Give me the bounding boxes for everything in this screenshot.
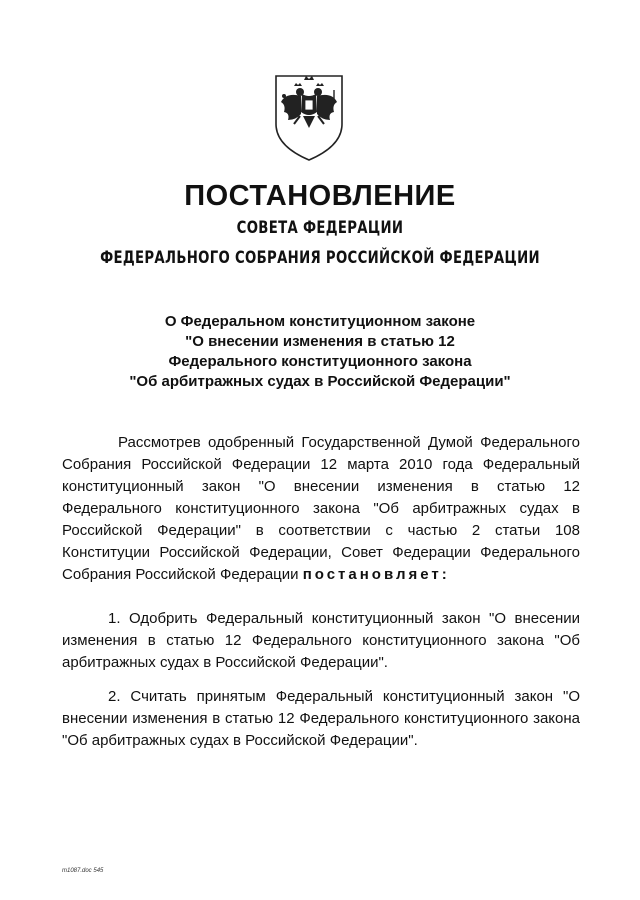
document-file-code: m1087.doc 545 [62, 868, 104, 874]
subject-line-4: "Об арбитражных судах в Российской Федерации" [129, 373, 511, 390]
subject-line-2: "О внесении изменения в статью 12 [185, 333, 455, 350]
subject-line-3: Федерального конституционного закона [168, 353, 472, 370]
preamble-text: Рассмотрев одобренный Государственной Думой Федерального Собрания Российской Федерации 12 марта 2010 года Федеральный конституционный закон "О внесении изменения в статью 12 Федерального конституционного закона "Об арбитражных судах в Российской Федерации" в соответствии с частью 2 статьи 108 Конституции Российской Федерации, Совет Федерации Федерального Собрания Российской Федерации [62, 434, 580, 583]
document-title: ПОСТАНОВЛЕНИЕ [184, 180, 456, 212]
issuing-body-line-2: ФЕДЕРАЛЬНОГО СОБРАНИЯ РОССИЙСКОЙ ФЕДЕРАЦИИ [100, 248, 540, 268]
preamble-paragraph [62, 432, 580, 586]
resolve-word: постановляет: [302, 566, 450, 583]
resolution-point-1: 1. Одобрить Федеральный конституционный закон "О внесении изменения в статью 12 Федерального конституционного закона "Об арбитражных судах в Российской Федерации". [62, 610, 580, 671]
subject-line-1: О Федеральном конституционном законе [164, 313, 476, 330]
issuing-body-line-1: СОВЕТА ФЕДЕРАЦИИ [236, 218, 404, 238]
document-subject [0, 312, 640, 392]
resolution-point-2: 2. Считать принятым Федеральный конституционный закон "О внесении изменения в статью 12 Федерального конституционного закона "Об арбитражных судах в Российской Федерации". [62, 688, 580, 749]
russian-coat-of-arms-emblem [272, 72, 346, 162]
